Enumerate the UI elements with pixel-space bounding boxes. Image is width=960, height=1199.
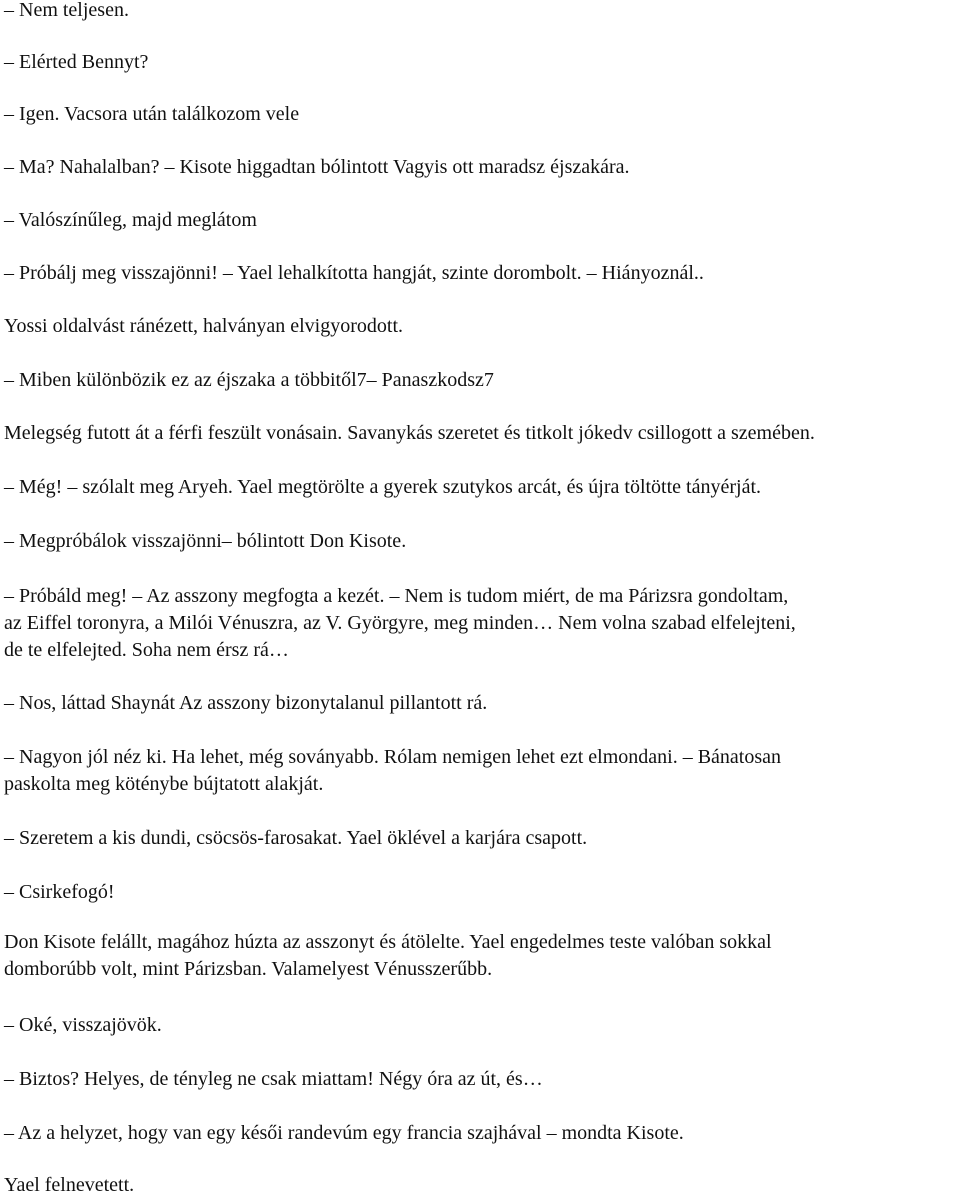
paragraph-1 (4, 0, 954, 24)
text-line: – Próbálj meg visszajönni! – Yael lehalkította hangját, szinte dorombolt. – Hiányoznál.. (4, 262, 704, 284)
text-line: – Valószínűleg, majd meglátom (4, 209, 257, 231)
paragraph-17 (4, 929, 954, 983)
paragraph-9 (4, 420, 954, 447)
text-line: – Biztos? Helyes, de tényleg ne csak miattam! Négy óra az út, és… (4, 1068, 543, 1090)
text-line: – Nem teljesen. (4, 0, 129, 21)
text-line: – Oké, visszajövök. (4, 1014, 162, 1036)
paragraph-5 (4, 207, 954, 234)
paragraph-12 (4, 583, 954, 664)
text-line: Don Kisote felállt, magához húzta az asszonyt és átölelte. Yael engedelmes teste valóban sokkal (4, 931, 772, 953)
paragraph-14 (4, 744, 954, 798)
paragraph-8 (4, 367, 954, 394)
paragraph-20 (4, 1120, 954, 1147)
paragraph-3 (4, 101, 954, 128)
paragraph-2 (4, 49, 954, 76)
text-line: – Próbáld meg! – Az asszony megfogta a kezét. – Nem is tudom miért, de ma Párizsra gondoltam, (4, 585, 789, 607)
paragraph-10 (4, 474, 954, 501)
text-line: – Még! – szólalt meg Aryeh. Yael megtörölte a gyerek szutykos arcát, és újra töltötte tányérját. (4, 476, 762, 498)
paragraph-18 (4, 1012, 954, 1039)
text-line: az Eiffel toronyra, a Milói Vénuszra, az V. Györgyre, meg minden… Nem volna szabad elfelejteni, (4, 612, 796, 634)
text-line: – Ma? Nahalalban? – Kisote higgadtan bólintott Vagyis ott maradsz éjszakára. (4, 156, 630, 178)
text-line: – Elérted Bennyt? (4, 51, 149, 73)
document-page (4, 0, 954, 1195)
text-line: – Szeretem a kis dundi, csöcsös-farosakat. Yael öklével a karjára csapott. (4, 827, 588, 849)
text-line: Melegség futott át a férfi feszült vonásain. Savanykás szeretet és titkolt jókedv csillogott a szemében. (4, 422, 815, 444)
text-line: paskolta meg köténybe bújtatott alakját. (4, 773, 324, 795)
text-line: Yossi oldalvást ránézett, halványan elvigyorodott. (4, 315, 404, 337)
paragraph-4 (4, 154, 954, 181)
text-line: de te elfelejted. Soha nem érsz rá… (4, 639, 289, 661)
paragraph-7 (4, 313, 954, 340)
paragraph-19 (4, 1066, 954, 1093)
text-line: – Csirkefogó! (4, 881, 115, 903)
paragraph-15 (4, 825, 954, 852)
paragraph-11 (4, 528, 954, 555)
paragraph-6 (4, 260, 954, 287)
text-line: domborúbb volt, mint Párizsban. Valamelyest Vénusszerűbb. (4, 958, 493, 980)
text-line: – Megpróbálok visszajönni– bólintott Don Kisote. (4, 530, 407, 552)
text-line: – Igen. Vacsora után találkozom vele (4, 103, 300, 125)
text-line: – Nagyon jól néz ki. Ha lehet, még soványabb. Rólam nemigen lehet ezt elmondani. – Bánatosan (4, 746, 782, 768)
text-line: – Miben különbözik ez az éjszaka a többitől7– Panaszkodsz7 (4, 369, 494, 391)
text-line: Yael felnevetett. (4, 1174, 135, 1196)
paragraph-16 (4, 879, 954, 906)
text-line: – Nos, láttad Shaynát Az asszony bizonytalanul pillantott rá. (4, 692, 488, 714)
paragraph-13 (4, 690, 954, 717)
text-line: – Az a helyzet, hogy van egy késői randevúm egy francia szajhával – mondta Kisote. (4, 1122, 684, 1144)
